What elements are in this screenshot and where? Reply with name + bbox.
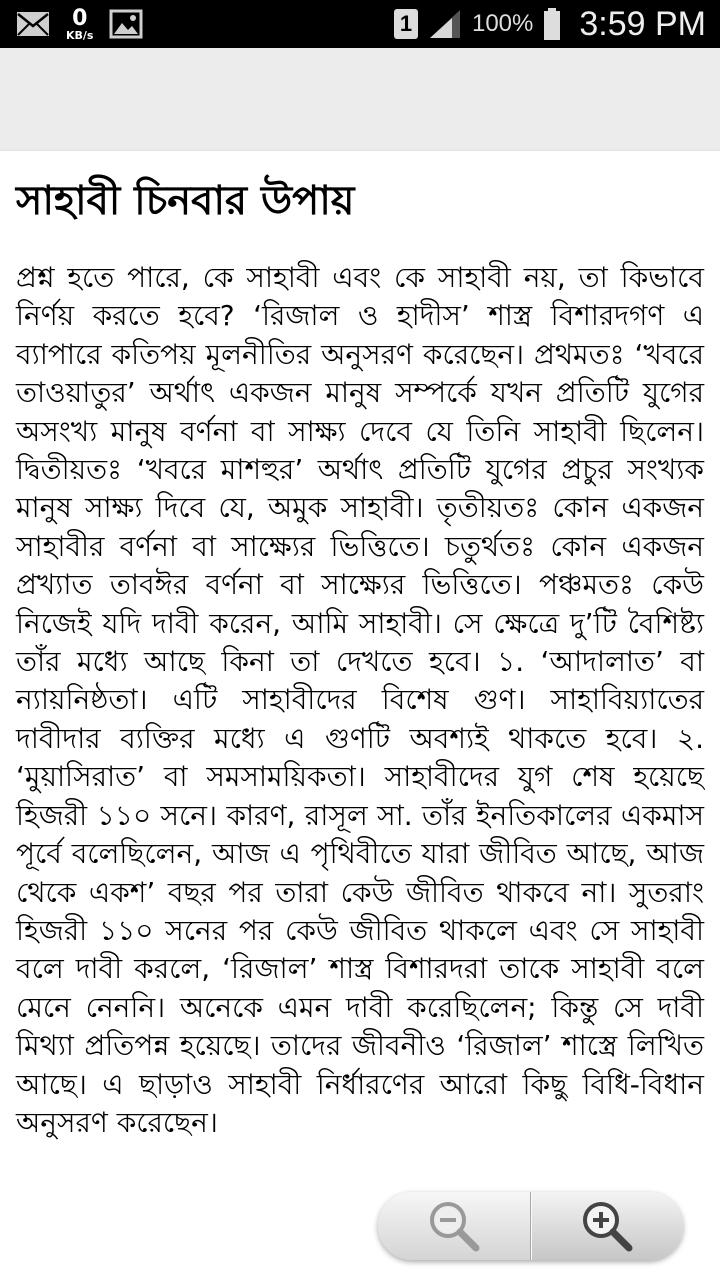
network-speed: [66, 8, 93, 41]
zoom-in-icon: [577, 1196, 637, 1256]
article-body: প্রশ্ন হতে পারে, কে সাহাবী এবং কে সাহাবী নয়, তা কিভাবে নির্ণয় করতে হবে? ‘রিজাল ও হাদীস’ শাস্ত্র বিশারদগণ এ ব্যাপারে কতিপয় মূলনীতির অনুসরণ করেছেন। প্রথমতঃ ‘খবরে তাওয়াতুর’ অর্থাৎ একজন মানুষ সম্পর্কে যখন প্রতিটি যুগের অসংখ্য মানুষ বর্ণনা বা সাক্ষ্য দেবে যে তিনি সাহাবী ছিলেন। দ্বিতীয়তঃ ‘খবরে মাশহুর’ অর্থাৎ প্রতিটি যুগের প্রচুর সংখ্যক মানুষ সাক্ষ্য দিবে যে, অমুক সাহাবী। তৃতীয়তঃ কোন একজন সাহাবীর বর্ণনা বা সাক্ষ্যের ভিত্তিতে। চতুর্থতঃ কোন একজন প্রখ্যাত তাবঈর বর্ণনা বা সাক্ষ্যের ভিত্তিতে। পঞ্চমতঃ কেউ নিজেই যদি দাবী করেন, আমি সাহাবী। সে ক্ষেত্রে দু’টি বৈশিষ্ট্য তাঁর মধ্যে আছে কিনা তা দেখতে হবে। ১. ‘আদালাত’ বা ন্যায়নিষ্ঠতা। এটি সাহাবীদের বিশেষ গুণ। সাহাবিয়্যাতের দাবীদার ব্যক্তির মধ্যে এ গুণটি অবশ্যই থাকতে হবে। ২. ‘মুয়াসিরাত’ বা সমসাময়িকতা। সাহাবীদের যুগ শেষ হয়েছে হিজরী ১১০ সনে। কারণ, রাসূল সা. তাঁর ইনতিকালের একমাস পূর্বে বলেছিলেন, আজ এ পৃথিবীতে যারা জীবিত আছে, আজ থেকে একশ’ বছর পর তারা কেউ জীবিত থাকবে না। সুতরাং হিজরী ১১০ সনের পর কেউ জীবিত থাকলে এবং সে সাহাবী বলে দাবী করলে, ‘রিজাল’ শাস্ত্র বিশারদরা তাকে সাহাবী বলে মেনে নেননি। অনেকে এমন দাবী করেছিলেন; কিন্তু সে দাবী মিথ্যা প্রতিপন্ন হয়েছে। তাদের জীবনীও ‘রিজাল’ শাস্ত্রে লিখিত আছে। এ ছাড়াও সাহাবী নির্ধারণের আরো কিছু বিধি-বিধান অনুসরণ করেছেন।: [16, 261, 704, 1139]
network-speed-value: 0: [72, 6, 88, 31]
signal-icon: [428, 8, 462, 40]
article-title: সাহাবী চিনবার উপায়: [16, 178, 355, 224]
top-toolbar: [0, 48, 720, 151]
system-status: [394, 0, 706, 48]
zoom-out-button[interactable]: [378, 1192, 531, 1260]
mail-icon: [16, 11, 50, 37]
article-view[interactable]: [0, 151, 720, 1280]
status-bar: [0, 0, 720, 48]
clock: 3:59 PM: [579, 4, 706, 43]
network-speed-unit: KB/s: [66, 29, 94, 42]
notification-icons: [16, 6, 143, 41]
image-icon: [109, 9, 143, 39]
zoom-in-button[interactable]: [531, 1192, 684, 1260]
battery-percent: 100%: [471, 10, 534, 37]
battery-icon: [543, 8, 561, 40]
zoom-out-icon: [424, 1196, 484, 1256]
sim-slot-indicator: 1: [394, 9, 418, 39]
zoom-controls: [378, 1192, 683, 1260]
